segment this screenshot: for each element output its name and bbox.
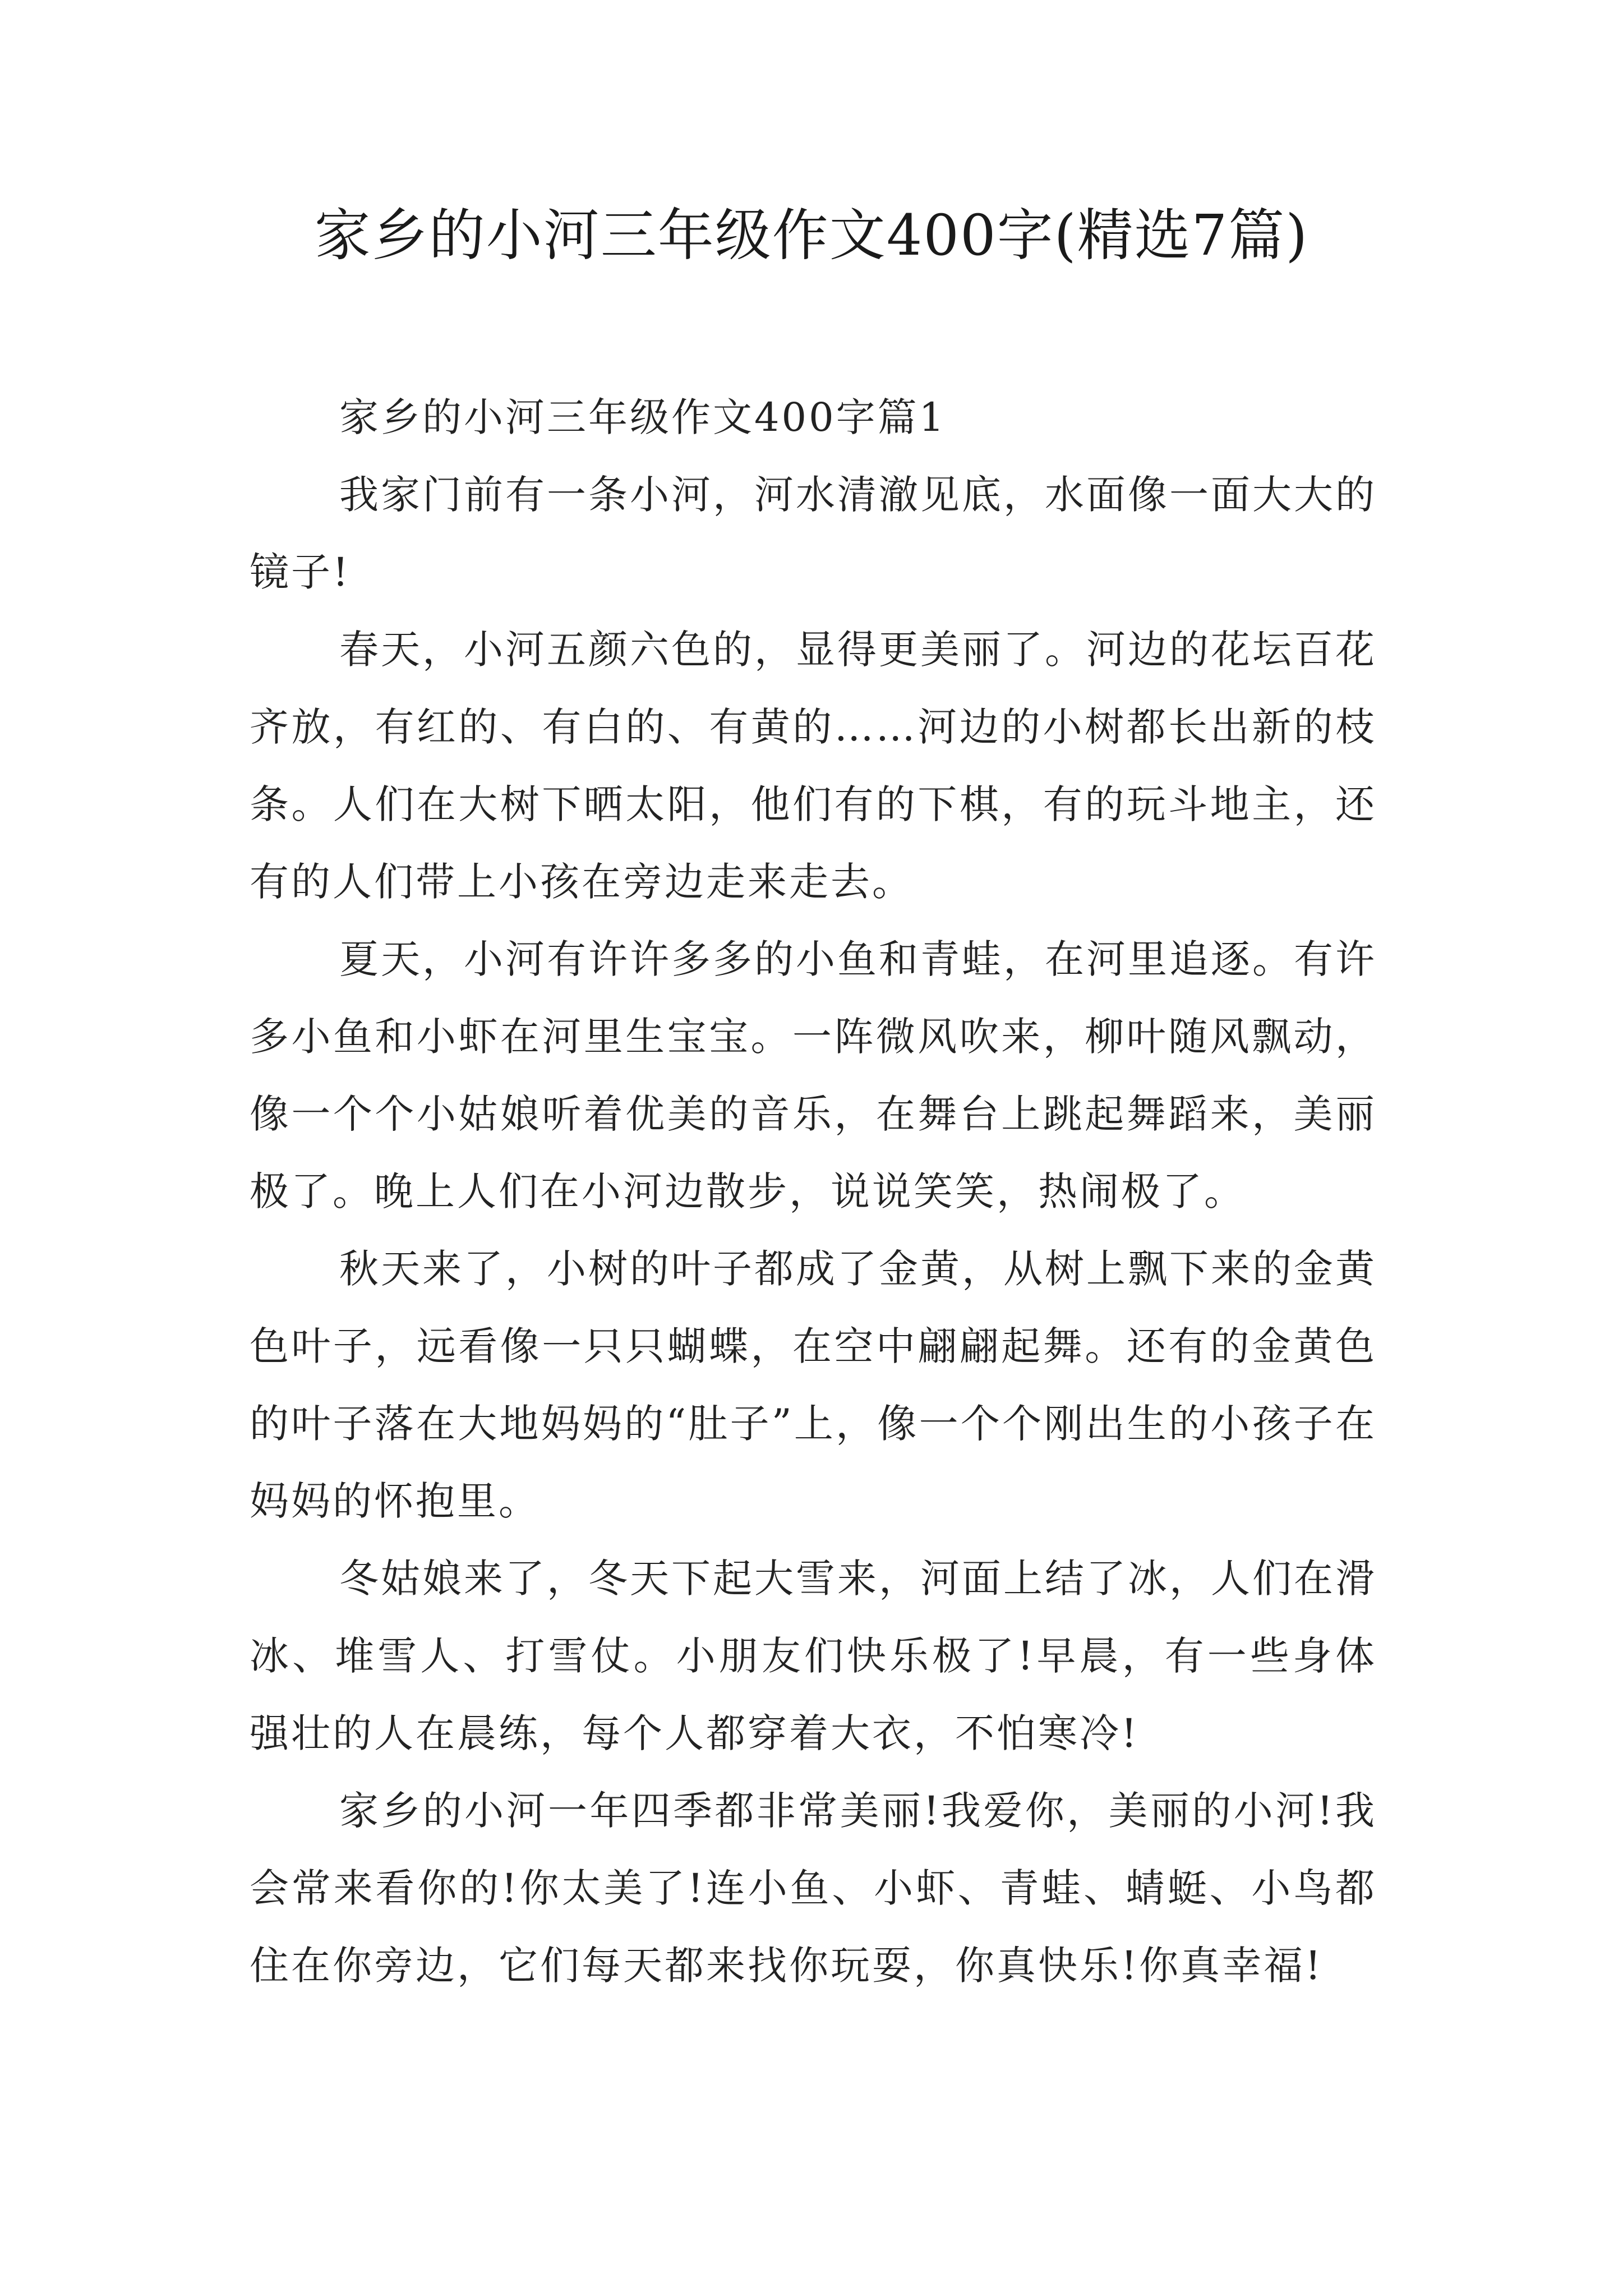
paragraph-summer: 夏天，小河有许许多多的小鱼和青蛙，在河里追逐。有许多小鱼和小虾在河里生宝宝。一阵微风吹来，柳叶随风飘动，像一个个小姑娘听着优美的音乐，在舞台上跳起舞蹈来，美丽极了。晚上人们在小河边散步，说说笑笑，热闹极了。 bbox=[250, 936, 1377, 1214]
paragraph-autumn: 秋天来了，小树的叶子都成了金黄，从树上飘下来的金黄色叶子，远看像一只只蝴蝶，在空中翩翩起舞。还有的金黄色的叶子落在大地妈妈的“肚子”上，像一个个刚出生的小孩子在妈妈的怀抱里。 bbox=[250, 1246, 1377, 1524]
section-heading: 家乡的小河三年级作文400字篇1 bbox=[339, 394, 947, 440]
paragraph-conclusion: 家乡的小河一年四季都非常美丽!我爱你，美丽的小河!我会常来看你的!你太美了!连小鱼、小虾、青蛙、蜻蜓、小鸟都住在你旁边，它们每天都来找你玩耍，你真快乐!你真幸福! bbox=[250, 1788, 1377, 1989]
document-body bbox=[250, 379, 1377, 2004]
document-title: 家乡的小河三年级作文400字(精选7篇) bbox=[314, 203, 1309, 268]
paragraph-intro: 我家门前有一条小河，河水清澈见底，水面像一面大大的镜子! bbox=[250, 472, 1377, 595]
paragraph-winter: 冬姑娘来了，冬天下起大雪来，河面上结了冰，人们在滑冰、堆雪人、打雪仗。小朋友们快乐极了!早晨，有一些身体强壮的人在晨练，每个人都穿着大衣，不怕寒冷! bbox=[250, 1556, 1377, 1756]
paragraph-spring: 春天，小河五颜六色的，显得更美丽了。河边的花坛百花齐放，有红的、有白的、有黄的……河边的小树都长出新的枝条。人们在大树下晒太阳，他们有的下棋，有的玩斗地主，还有的人们带上小孩在旁边走来走去。 bbox=[250, 627, 1377, 905]
